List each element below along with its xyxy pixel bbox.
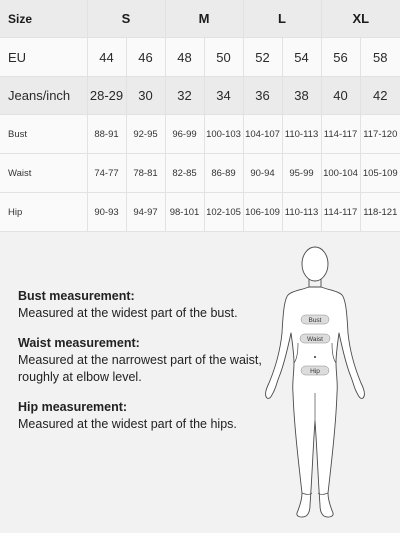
body-measurement-figure xyxy=(255,243,385,525)
table-cell: 102-105 xyxy=(204,193,243,232)
table-row-eu xyxy=(0,38,400,77)
hip-instruction-title: Hip measurement: xyxy=(18,400,128,414)
size-chart-table xyxy=(0,0,400,232)
row-label: Hip xyxy=(0,193,87,232)
size-group-xl: XL xyxy=(321,0,400,38)
table-cell: 48 xyxy=(165,38,204,77)
row-label: Jeans/inch xyxy=(0,77,87,115)
table-cell: 34 xyxy=(204,77,243,115)
table-cell: 58 xyxy=(360,38,400,77)
waist-marker-label: Waist xyxy=(306,336,324,343)
table-cell: 98-101 xyxy=(165,193,204,232)
table-cell: 114-117 xyxy=(321,193,360,232)
table-cell: 36 xyxy=(243,77,282,115)
measurement-instructions xyxy=(18,288,263,446)
table-cell: 46 xyxy=(126,38,165,77)
table-cell: 44 xyxy=(87,38,126,77)
size-header-row xyxy=(0,0,400,38)
table-cell: 56 xyxy=(321,38,360,77)
row-label: Bust xyxy=(0,115,87,154)
table-cell: 30 xyxy=(126,77,165,115)
size-group-m: M xyxy=(165,0,243,38)
table-cell: 82-85 xyxy=(165,154,204,193)
table-cell: 86-89 xyxy=(204,154,243,193)
table-cell: 42 xyxy=(360,77,400,115)
table-row-hip xyxy=(0,193,400,232)
size-group-s: S xyxy=(87,0,165,38)
table-cell: 110-113 xyxy=(282,193,321,232)
table-cell: 114-117 xyxy=(321,115,360,154)
bust-instruction-title: Bust measurement: xyxy=(18,289,135,303)
table-cell: 90-94 xyxy=(243,154,282,193)
table-cell: 104-107 xyxy=(243,115,282,154)
waist-instruction-text: Measured at the narrowest part of the waist, roughly at elbow level. xyxy=(18,353,262,384)
table-cell: 50 xyxy=(204,38,243,77)
table-cell: 100-104 xyxy=(321,154,360,193)
table-cell: 52 xyxy=(243,38,282,77)
table-cell: 106-109 xyxy=(243,193,282,232)
hip-marker xyxy=(301,366,329,375)
bust-marker xyxy=(301,315,329,324)
table-cell: 88-91 xyxy=(87,115,126,154)
table-cell: 28-29 xyxy=(87,77,126,115)
table-cell: 32 xyxy=(165,77,204,115)
row-label: Waist xyxy=(0,154,87,193)
table-cell: 100-103 xyxy=(204,115,243,154)
table-row-jeans xyxy=(0,77,400,115)
size-header-label: Size xyxy=(0,0,87,38)
table-cell: 92-95 xyxy=(126,115,165,154)
hip-instruction xyxy=(18,399,263,433)
table-cell: 54 xyxy=(282,38,321,77)
table-cell: 95-99 xyxy=(282,154,321,193)
table-cell: 74-77 xyxy=(87,154,126,193)
bust-marker-label: Bust xyxy=(308,317,322,324)
waist-instruction-title: Waist measurement: xyxy=(18,336,140,350)
waist-marker xyxy=(300,334,330,343)
table-cell: 105-109 xyxy=(360,154,400,193)
table-cell: 78-81 xyxy=(126,154,165,193)
bust-instruction xyxy=(18,288,263,322)
table-cell: 110-113 xyxy=(282,115,321,154)
size-group-l: L xyxy=(243,0,321,38)
table-cell: 117-120 xyxy=(360,115,400,154)
row-label: EU xyxy=(0,38,87,77)
bust-instruction-text: Measured at the widest part of the bust. xyxy=(18,306,238,320)
body-outline-illustration xyxy=(255,243,385,525)
hip-instruction-text: Measured at the widest part of the hips. xyxy=(18,417,237,431)
table-cell: 90-93 xyxy=(87,193,126,232)
table-row-waist xyxy=(0,154,400,193)
table-cell: 40 xyxy=(321,77,360,115)
table-cell: 96-99 xyxy=(165,115,204,154)
table-cell: 94-97 xyxy=(126,193,165,232)
figure-head xyxy=(302,247,328,281)
waist-instruction xyxy=(18,335,263,386)
hip-marker-label: Hip xyxy=(310,368,320,375)
table-cell: 38 xyxy=(282,77,321,115)
navel-dot xyxy=(314,356,316,358)
table-cell: 118-121 xyxy=(360,193,400,232)
table-row-bust xyxy=(0,115,400,154)
